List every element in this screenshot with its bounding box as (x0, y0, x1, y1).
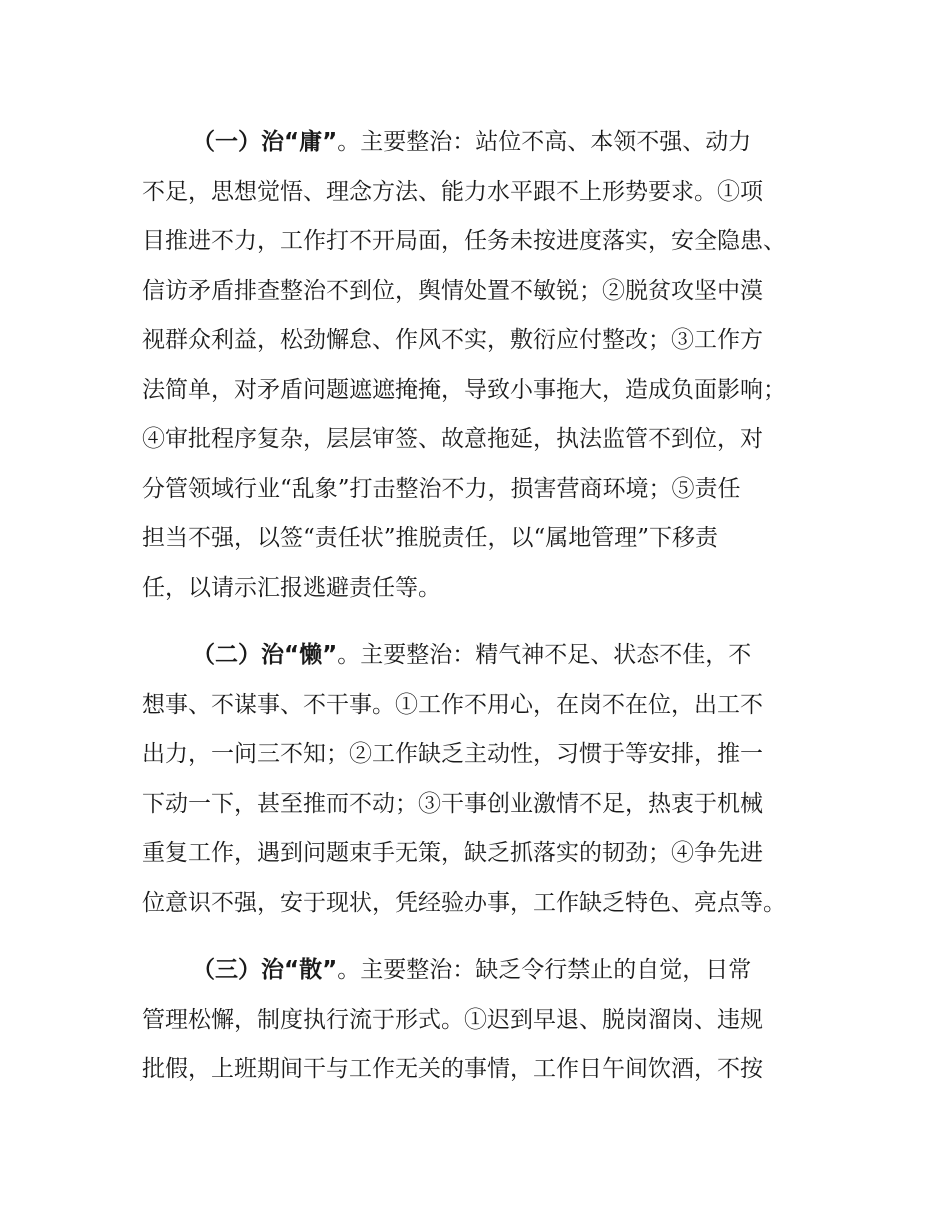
text-line: 想事、不谋事、不干事。①工作不用心，在岗不在位，出工不 (142, 691, 763, 718)
text-line: 法简单，对矛盾问题遮遮掩掩，导致小事拖大，造成负面影响； (142, 376, 786, 403)
text-line: 重复工作，遇到问题束手无策，缺乏抓落实的韧劲；④争先进 (142, 840, 763, 866)
text-line: 管理松懈，制度执行流于形式。①迟到早退、脱岗溜岗、违规 (142, 1006, 763, 1033)
text-line: 信访矛盾排查整治不到位，舆情处置不敏锐；②脱贫攻坚中漠 (142, 277, 763, 304)
text-line: 。主要整治：站位不高、本领不强、动力 (337, 129, 752, 155)
paragraph-gap (142, 928, 814, 946)
text-line: 不足，思想觉悟、理念方法、能力水平跟不上形势要求。①项 (142, 178, 763, 205)
text-line: 批假，上班期间干与工作无关的事情，工作日午间饮酒，不按 (142, 1056, 763, 1082)
text-line: 位意识不强，安于现状，凭经验办事，工作缺乏特色、亮点等。 (142, 889, 786, 916)
paragraph-first-line (142, 118, 814, 168)
text-line: ④审批程序复杂，层层审签、故意拖延，执法监管不到位，对 (142, 426, 763, 452)
section-heading: （三）治“散” (192, 957, 338, 983)
text-line: 视群众利益，松劲懈怠、作风不实，敷衍应付整改；③工作方 (142, 327, 763, 353)
section-heading: （一）治“庸” (192, 129, 338, 155)
text-line: 。主要整治：缺乏令行禁止的自觉，日常 (337, 957, 752, 983)
text-line: 下动一下，甚至推而不动；③干事创业激情不足，热衷于机械 (142, 790, 763, 817)
text-line: 担当不强，以签“责任状”推脱责任，以“属地管理”下移责 (142, 525, 719, 551)
text-line: 分管领域行业“乱象”打击整治不力，损害营商环境；⑤责任 (142, 475, 741, 502)
paragraph-first-line (142, 631, 814, 681)
text-line: 。主要整治：精气神不足、状态不佳，不 (337, 642, 752, 668)
paragraph-first-line (142, 946, 814, 996)
document-body (142, 118, 814, 1095)
section-heading: （二）治“懒” (192, 642, 338, 668)
paragraph-gap (142, 613, 814, 631)
text-line: 任，以请示汇报逃避责任等。 (142, 574, 441, 601)
text-line: 目推进不力，工作打不开局面，任务未按进度落实，安全隐患、 (142, 228, 786, 254)
text-line: 出力，一问三不知；②工作缺乏主动性，习惯于等安排，推一 (142, 741, 763, 767)
